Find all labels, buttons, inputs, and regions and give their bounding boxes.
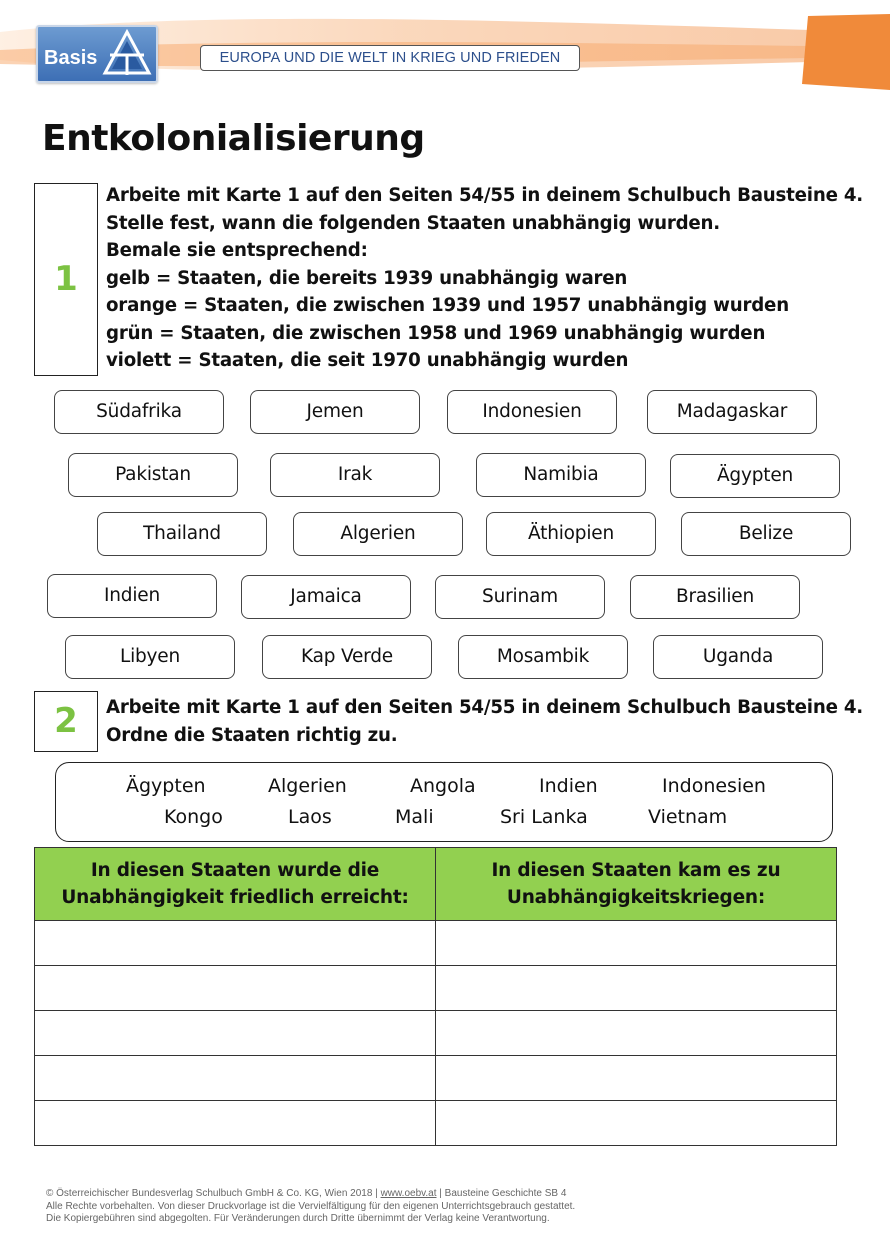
task-1-instructions [106, 182, 863, 375]
footer-line: Die Kopiergebühren sind abgegolten. Für Veränderungen durch Dritte übernimmt der Verlag keine Verantwortung. [46, 1213, 550, 1224]
table-row [35, 1101, 837, 1146]
header-line: In diesen Staaten wurde die [90, 860, 380, 881]
word-bank [55, 762, 833, 842]
column-header-peaceful [35, 848, 436, 921]
header-line: Unabhängigkeit friedlich erreicht: [61, 887, 409, 908]
word-bank-item[interactable]: Vietnam [648, 806, 728, 828]
answer-table [34, 847, 837, 1146]
instruction-line: Arbeite mit Karte 1 auf den Seiten 54/55 in deinem Schulbuch Bausteine 4. [106, 697, 864, 718]
country-chip[interactable]: Algerien [293, 512, 463, 556]
word-bank-item[interactable]: Indien [539, 775, 598, 797]
country-chip[interactable]: Madagaskar [647, 390, 817, 434]
copyright-text: © Österreichischer Bundesverlag Schulbuch GmbH & Co. KG, Wien 2018 | [46, 1188, 381, 1199]
book-reference: | Bausteine Geschichte SB 4 [436, 1188, 567, 1199]
word-bank-item[interactable]: Sri Lanka [500, 806, 588, 828]
answer-cell[interactable] [35, 1056, 436, 1101]
answer-cell[interactable] [436, 921, 837, 966]
word-bank-item[interactable]: Algerien [268, 775, 347, 797]
header-line: In diesen Staaten kam es zu [491, 860, 781, 881]
country-chip[interactable]: Libyen [65, 635, 235, 679]
country-chip[interactable]: Jemen [250, 390, 420, 434]
task-2-instructions [106, 694, 863, 749]
country-chip[interactable]: Südafrika [54, 390, 224, 434]
country-chip[interactable]: Namibia [476, 453, 646, 497]
instruction-line: Stelle fest, wann die folgenden Staaten unabhängig wurden. [106, 212, 721, 234]
country-chip[interactable]: Indien [47, 574, 217, 618]
table-row [35, 1011, 837, 1056]
answer-cell[interactable] [436, 1056, 837, 1101]
task-1-number: 1 [34, 183, 98, 376]
table-row [35, 966, 837, 1011]
page-title: Entkolonialisierung [42, 118, 425, 159]
country-chip[interactable]: Mosambik [458, 635, 628, 679]
country-chip[interactable]: Belize [681, 512, 851, 556]
table-row [35, 1056, 837, 1101]
answer-cell[interactable] [436, 1101, 837, 1146]
word-bank-item[interactable]: Laos [288, 806, 332, 828]
country-chip[interactable]: Pakistan [68, 453, 238, 497]
country-chip[interactable]: Brasilien [630, 575, 800, 619]
country-chip[interactable]: Jamaica [241, 575, 411, 619]
answer-cell[interactable] [35, 921, 436, 966]
footer [46, 1188, 575, 1226]
word-bank-item[interactable]: Ägypten [126, 775, 206, 797]
answer-cell[interactable] [35, 1101, 436, 1146]
footer-line: Alle Rechte vorbehalten. Von dieser Druckvorlage ist die Vervielfältigung für den eigenen Unterrichtsgebrauch gestattet. [46, 1200, 576, 1212]
country-chip[interactable]: Irak [270, 453, 440, 497]
triangle-logo-icon [102, 29, 152, 77]
answer-cell[interactable] [436, 966, 837, 1011]
answer-cell[interactable] [436, 1011, 837, 1056]
footer-line [46, 1188, 575, 1201]
table-row [35, 921, 837, 966]
country-chip[interactable]: Indonesien [447, 390, 617, 434]
basis-logo [36, 25, 158, 83]
word-bank-item[interactable]: Angola [410, 775, 476, 797]
instruction-line: gelb = Staaten, die bereits 1939 unabhängig waren [106, 267, 628, 289]
word-bank-item[interactable]: Indonesien [662, 775, 766, 797]
country-chip[interactable]: Thailand [97, 512, 267, 556]
header-line: Unabhängigkeitskriegen: [506, 887, 766, 908]
answer-cell[interactable] [35, 1011, 436, 1056]
country-chip[interactable]: Ägypten [670, 454, 840, 498]
instruction-line: orange = Staaten, die zwischen 1939 und 1957 unabhängig wurden [106, 295, 789, 316]
task-2-number: 2 [34, 691, 98, 752]
instruction-line: Ordne die Staaten richtig zu. [106, 724, 398, 746]
instruction-line: Arbeite mit Karte 1 auf den Seiten 54/55 in deinem Schulbuch Bausteine 4. [106, 185, 864, 206]
answer-cell[interactable] [35, 966, 436, 1011]
country-chip[interactable]: Uganda [653, 635, 823, 679]
country-chip[interactable]: Kap Verde [262, 635, 432, 679]
logo-text: Basis [44, 47, 98, 69]
instruction-line: Bemale sie entsprechend: [106, 240, 368, 261]
country-chip[interactable]: Äthiopien [486, 512, 656, 556]
instruction-line: violett = Staaten, die seit 1970 unabhängig wurden [106, 350, 629, 371]
instruction-line: grün = Staaten, die zwischen 1958 und 1969 unabhängig wurden [106, 322, 766, 344]
word-bank-item[interactable]: Mali [395, 806, 434, 828]
country-chip[interactable]: Surinam [435, 575, 605, 619]
column-header-wars [436, 848, 837, 921]
series-title: EUROPA UND DIE WELT IN KRIEG UND FRIEDEN [200, 45, 580, 71]
publisher-link[interactable]: www.oebv.at [380, 1188, 437, 1199]
word-bank-item[interactable]: Kongo [164, 806, 223, 828]
